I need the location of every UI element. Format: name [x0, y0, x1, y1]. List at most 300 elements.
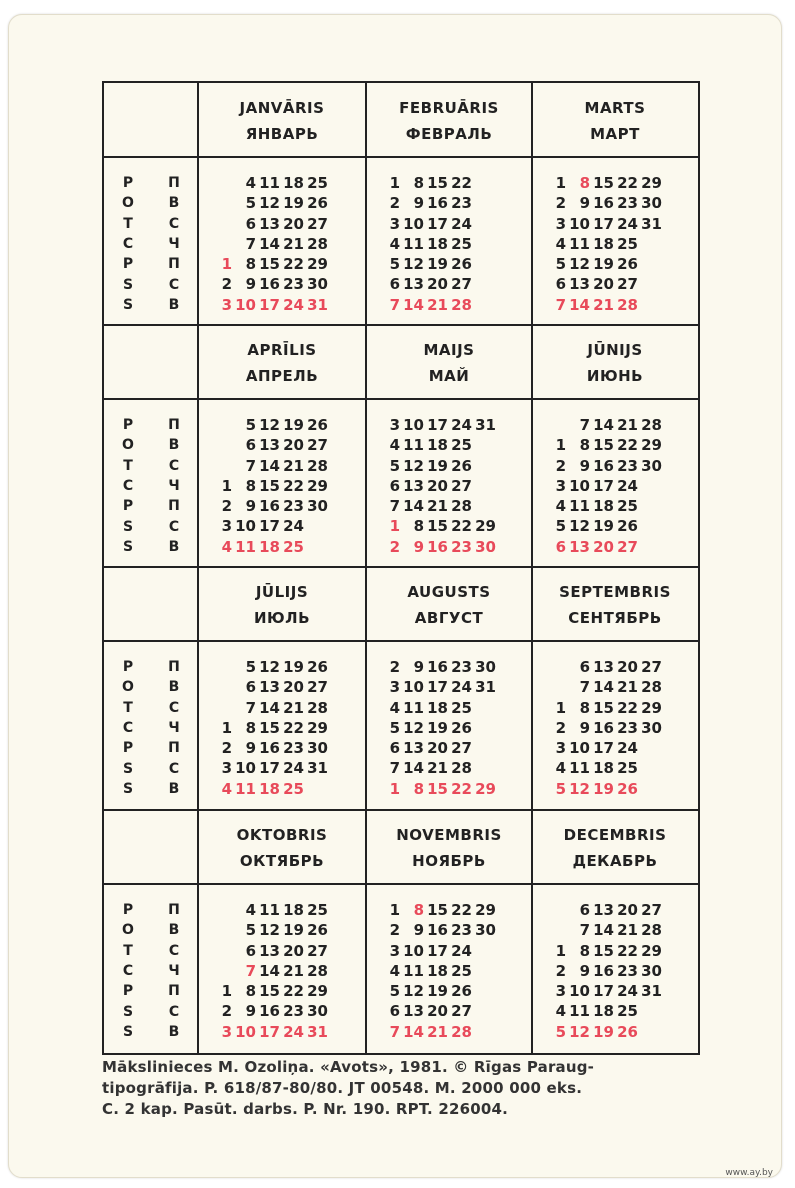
day-number	[548, 677, 566, 697]
month-header	[198, 822, 366, 874]
day-number: 10	[569, 476, 590, 495]
weekday-latvian: S	[122, 538, 134, 555]
day-number: 9	[245, 497, 256, 516]
month-name-latvian: SEPTEMBRIS	[559, 583, 671, 601]
day-number: 14	[403, 759, 424, 778]
day-number: 18	[427, 436, 448, 455]
day-number: 30	[475, 921, 496, 940]
day-number: 10	[235, 759, 256, 778]
week-row	[214, 435, 328, 455]
day-number: 24	[451, 416, 472, 434]
day-number: 18	[593, 759, 614, 778]
grid-vline	[197, 83, 199, 1053]
month-name-latvian: MARTS	[584, 99, 646, 117]
day-number: 19	[593, 779, 614, 798]
day-number: 4	[389, 234, 400, 253]
day-number: 23	[283, 1002, 304, 1021]
week-row	[382, 435, 496, 455]
day-number: 22	[451, 901, 472, 919]
day-number: 7	[245, 456, 256, 475]
week-row	[548, 496, 662, 516]
day-number: 30	[307, 275, 328, 294]
day-number	[638, 234, 662, 254]
week-row	[548, 234, 662, 254]
day-number: 15	[259, 982, 280, 1001]
day-number: 27	[451, 476, 472, 495]
day-number: 9	[245, 739, 256, 758]
day-number: 8	[579, 174, 590, 192]
month-days	[548, 173, 662, 315]
day-number: 30	[641, 194, 662, 213]
day-number: 20	[427, 1002, 448, 1021]
day-number: 8	[413, 174, 424, 192]
day-number: 14	[259, 234, 280, 253]
day-number: 8	[245, 718, 256, 737]
week-row	[214, 698, 328, 718]
day-number: 2	[389, 658, 400, 676]
month-name-latvian: JŪNIJS	[587, 341, 643, 359]
day-number: 24	[451, 214, 472, 233]
week-row	[214, 900, 328, 920]
day-number: 11	[235, 779, 256, 798]
day-number: 10	[569, 214, 590, 233]
day-number: 3	[389, 678, 400, 697]
day-number: 24	[617, 476, 638, 495]
weekday-latvian: C	[122, 477, 134, 494]
day-number: 2	[555, 194, 566, 213]
weekday-latvian: S	[122, 1003, 134, 1020]
month-days	[214, 173, 328, 315]
day-number: 19	[283, 921, 304, 940]
weekday-latvian: P	[122, 498, 134, 515]
weekday-russian: П	[168, 175, 180, 191]
day-number: 2	[221, 739, 232, 758]
day-number: 10	[569, 739, 590, 758]
week-row	[214, 254, 328, 274]
grid-vline	[365, 83, 367, 1053]
day-number: 25	[617, 234, 638, 253]
day-number: 28	[451, 497, 472, 516]
week-row	[548, 698, 662, 718]
weekday-russian: Ч	[168, 477, 180, 494]
weekday-russian: П	[168, 983, 180, 1000]
grid-vline	[531, 83, 533, 1053]
day-number: 16	[593, 194, 614, 213]
day-number: 17	[259, 759, 280, 778]
week-row	[382, 941, 496, 961]
week-row	[214, 516, 328, 536]
week-row	[382, 718, 496, 738]
week-row	[382, 698, 496, 718]
week-row	[382, 415, 496, 435]
day-number: 28	[641, 678, 662, 697]
day-number: 4	[555, 759, 566, 778]
week-row	[548, 415, 662, 435]
month-name-russian: ИЮНЬ	[586, 367, 644, 385]
month-days	[214, 657, 328, 799]
day-number: 20	[427, 739, 448, 758]
day-number: 5	[245, 658, 256, 676]
week-row	[214, 738, 328, 758]
day-number: 7	[245, 698, 256, 717]
day-number: 23	[617, 194, 638, 213]
week-row	[382, 738, 496, 758]
watermark: www.ay.by	[725, 1168, 773, 1178]
day-number: 18	[259, 779, 280, 798]
week-row	[214, 173, 328, 193]
day-number: 22	[283, 718, 304, 737]
weekday-latvian: P	[122, 902, 134, 918]
day-number: 27	[451, 275, 472, 294]
day-number: 18	[283, 901, 304, 919]
day-number: 30	[307, 739, 328, 758]
day-number: 24	[283, 759, 304, 778]
day-number: 12	[259, 921, 280, 940]
day-number: 9	[413, 194, 424, 213]
day-number: 23	[451, 921, 472, 940]
day-number: 6	[389, 476, 400, 495]
day-number: 14	[569, 295, 590, 314]
day-number: 24	[283, 1022, 304, 1041]
week-row	[214, 295, 328, 315]
day-number	[638, 779, 662, 799]
imprint-line-2: tipogrāfija. P. 618/87-80/80. JT 00548. M. 2000 000 eks.	[102, 1079, 583, 1097]
week-row	[548, 961, 662, 981]
week-row	[548, 981, 662, 1001]
weekday-russian: В	[168, 538, 180, 555]
calendar-grid	[102, 81, 700, 1055]
day-number	[214, 961, 232, 981]
week-row	[214, 941, 328, 961]
day-number: 9	[413, 537, 424, 556]
day-number: 8	[579, 941, 590, 960]
day-number: 2	[221, 1002, 232, 1021]
week-row	[548, 779, 662, 799]
month-header	[198, 337, 366, 389]
day-number: 23	[283, 497, 304, 516]
day-number: 1	[555, 174, 566, 192]
day-number: 17	[427, 678, 448, 697]
day-number: 20	[427, 275, 448, 294]
month-header	[366, 822, 532, 874]
month-header	[198, 579, 366, 631]
day-number: 29	[307, 982, 328, 1001]
day-number: 27	[641, 901, 662, 919]
week-row	[548, 758, 662, 778]
day-number: 26	[617, 1022, 638, 1041]
day-number	[214, 657, 232, 677]
week-row	[548, 476, 662, 496]
month-name-latvian: AUGUSTS	[407, 583, 491, 601]
day-number: 7	[579, 416, 590, 434]
day-number: 5	[389, 718, 400, 737]
day-number: 2	[555, 456, 566, 475]
month-days	[382, 415, 496, 557]
day-number: 24	[617, 739, 638, 758]
weekday-latvian: C	[122, 962, 134, 979]
weekday-latvian: P	[122, 659, 134, 675]
day-number: 26	[617, 779, 638, 798]
day-number: 12	[259, 658, 280, 676]
day-number: 17	[427, 941, 448, 960]
day-number: 26	[307, 658, 328, 676]
week-row	[214, 657, 328, 677]
day-number: 28	[641, 921, 662, 940]
week-row	[214, 981, 328, 1001]
day-number: 29	[641, 698, 662, 717]
day-number: 31	[475, 416, 496, 434]
weekday-russian: В	[168, 437, 180, 454]
weekday-russian: Ч	[168, 962, 180, 979]
day-number: 13	[403, 476, 424, 495]
day-number: 15	[593, 698, 614, 717]
day-number: 6	[389, 739, 400, 758]
weekday-latvian: S	[122, 760, 134, 777]
week-row	[214, 476, 328, 496]
day-number: 30	[641, 961, 662, 980]
month-name-latvian: APRĪLIS	[247, 341, 317, 359]
day-number: 23	[451, 194, 472, 213]
day-number: 10	[569, 982, 590, 1001]
day-number: 18	[427, 961, 448, 980]
week-row	[214, 961, 328, 981]
day-number: 20	[283, 214, 304, 233]
day-number: 22	[617, 174, 638, 192]
day-number	[472, 941, 496, 961]
day-number: 22	[617, 436, 638, 455]
day-number: 13	[403, 739, 424, 758]
day-number: 7	[555, 295, 566, 314]
day-number: 28	[307, 698, 328, 717]
day-number: 13	[569, 275, 590, 294]
day-number: 26	[451, 982, 472, 1001]
day-number: 9	[579, 718, 590, 737]
day-number: 26	[451, 718, 472, 737]
day-number: 20	[283, 941, 304, 960]
day-number: 10	[235, 517, 256, 536]
day-number: 23	[617, 718, 638, 737]
day-number	[304, 779, 328, 799]
weekday-russian: П	[168, 902, 180, 918]
day-number: 15	[427, 174, 448, 192]
day-number: 16	[259, 497, 280, 516]
day-number: 1	[221, 982, 232, 1001]
day-number: 29	[475, 901, 496, 919]
day-number: 14	[403, 1022, 424, 1041]
day-number: 9	[245, 1002, 256, 1021]
week-row	[548, 456, 662, 476]
day-number: 11	[403, 436, 424, 455]
week-row	[214, 193, 328, 213]
day-number: 12	[569, 517, 590, 536]
weekday-latvian: T	[123, 215, 133, 232]
weekday-latvian: O	[122, 922, 134, 939]
day-number: 22	[283, 982, 304, 1001]
week-row	[382, 981, 496, 1001]
day-number: 31	[475, 678, 496, 697]
day-number: 8	[245, 255, 256, 274]
day-number: 1	[555, 698, 566, 717]
day-number: 1	[555, 436, 566, 455]
day-number: 26	[307, 921, 328, 940]
day-number: 30	[307, 497, 328, 516]
day-number: 2	[555, 961, 566, 980]
month-name-latvian: JANVĀRIS	[239, 99, 325, 117]
day-number: 11	[403, 234, 424, 253]
weekday-russian: Ч	[168, 719, 180, 736]
day-number: 12	[403, 982, 424, 1001]
day-number: 16	[259, 275, 280, 294]
day-number: 3	[555, 982, 566, 1001]
day-number: 14	[259, 698, 280, 717]
week-row	[548, 718, 662, 738]
day-number: 6	[555, 537, 566, 556]
weekday-latvian: T	[123, 699, 133, 716]
day-number: 3	[389, 214, 400, 233]
weekday-russian: С	[168, 699, 180, 716]
month-days	[548, 657, 662, 799]
day-number: 21	[427, 295, 448, 314]
month-name-russian: МАЙ	[428, 367, 470, 385]
day-number: 30	[641, 456, 662, 475]
day-number: 5	[245, 194, 256, 213]
week-row	[548, 173, 662, 193]
day-number: 26	[451, 456, 472, 475]
day-number: 26	[307, 416, 328, 434]
day-number: 12	[403, 255, 424, 274]
weekday-russian: В	[168, 780, 180, 797]
weekday-latvian: S	[122, 296, 134, 313]
day-number: 12	[569, 1022, 590, 1041]
week-row	[382, 456, 496, 476]
weekday-russian: П	[168, 417, 180, 433]
day-number: 19	[427, 718, 448, 737]
month-days	[382, 173, 472, 315]
day-number: 21	[617, 921, 638, 940]
day-number: 7	[579, 678, 590, 697]
day-number: 21	[427, 497, 448, 516]
day-number: 13	[569, 537, 590, 556]
month-name-latvian: MAIJS	[423, 341, 475, 359]
day-number: 18	[593, 497, 614, 516]
day-number: 29	[307, 476, 328, 495]
month-name-russian: ФЕВРАЛЬ	[405, 125, 493, 143]
day-number: 29	[641, 174, 662, 192]
day-number: 7	[579, 921, 590, 940]
week-row	[548, 537, 662, 557]
weekday-russian: П	[168, 498, 180, 515]
day-number: 10	[235, 295, 256, 314]
day-number: 5	[555, 779, 566, 798]
day-number: 6	[389, 275, 400, 294]
month-name-latvian: DECEMBRIS	[563, 826, 667, 844]
month-days	[214, 900, 328, 1042]
week-row	[382, 234, 472, 254]
month-name-latvian: FEBRUĀRIS	[399, 99, 499, 117]
week-row	[382, 677, 496, 697]
day-number: 12	[569, 779, 590, 798]
week-row	[548, 254, 662, 274]
day-number	[472, 496, 496, 516]
month-name-russian: ОКТЯБРЬ	[239, 852, 325, 870]
week-row	[382, 295, 472, 315]
day-number: 12	[403, 456, 424, 475]
day-number: 19	[283, 194, 304, 213]
weekday-latvian: S	[122, 276, 134, 293]
week-row	[548, 900, 662, 920]
day-number: 8	[413, 779, 424, 798]
day-number: 4	[221, 779, 232, 798]
day-number: 16	[427, 537, 448, 556]
day-number: 4	[555, 234, 566, 253]
day-number: 14	[593, 678, 614, 697]
month-header	[532, 337, 698, 389]
day-number: 18	[427, 234, 448, 253]
day-number	[472, 758, 496, 778]
day-number: 3	[555, 476, 566, 495]
day-number: 28	[641, 416, 662, 434]
day-number: 3	[389, 416, 400, 434]
day-number: 18	[427, 698, 448, 717]
day-number: 21	[427, 759, 448, 778]
day-number	[638, 274, 662, 294]
day-number: 31	[641, 982, 662, 1001]
day-number: 19	[593, 1022, 614, 1041]
day-number: 8	[413, 901, 424, 919]
day-number: 24	[451, 678, 472, 697]
day-number: 21	[283, 234, 304, 253]
day-number: 16	[259, 1002, 280, 1021]
month-name-latvian: OKTOBRIS	[236, 826, 328, 844]
day-number	[214, 900, 232, 920]
day-number	[638, 516, 662, 536]
day-number: 6	[245, 436, 256, 455]
day-number	[472, 1022, 496, 1042]
day-number: 17	[427, 416, 448, 434]
day-number: 2	[389, 194, 400, 213]
weekday-russian: С	[168, 760, 180, 777]
day-number	[472, 1001, 496, 1021]
header-separator	[104, 398, 698, 400]
day-number: 13	[593, 901, 614, 919]
day-number: 5	[555, 517, 566, 536]
month-header	[366, 95, 532, 147]
day-number	[214, 698, 232, 718]
day-number: 7	[389, 497, 400, 516]
month-name-russian: СЕНТЯБРЬ	[568, 609, 662, 627]
day-number	[638, 295, 662, 315]
pocket-calendar-card	[8, 14, 782, 1178]
day-number: 22	[283, 476, 304, 495]
day-number: 10	[235, 1022, 256, 1041]
day-number	[472, 981, 496, 1001]
day-number: 16	[427, 658, 448, 676]
day-number	[214, 941, 232, 961]
day-number: 4	[389, 436, 400, 455]
day-number	[214, 234, 232, 254]
day-number: 15	[427, 517, 448, 536]
day-number	[214, 193, 232, 213]
day-number: 27	[641, 658, 662, 676]
day-number: 3	[555, 214, 566, 233]
day-number: 20	[617, 658, 638, 676]
day-number	[214, 677, 232, 697]
weekday-latvian: C	[122, 235, 134, 252]
day-number: 23	[283, 739, 304, 758]
day-number: 13	[259, 941, 280, 960]
day-number: 24	[283, 295, 304, 314]
day-number	[472, 718, 496, 738]
